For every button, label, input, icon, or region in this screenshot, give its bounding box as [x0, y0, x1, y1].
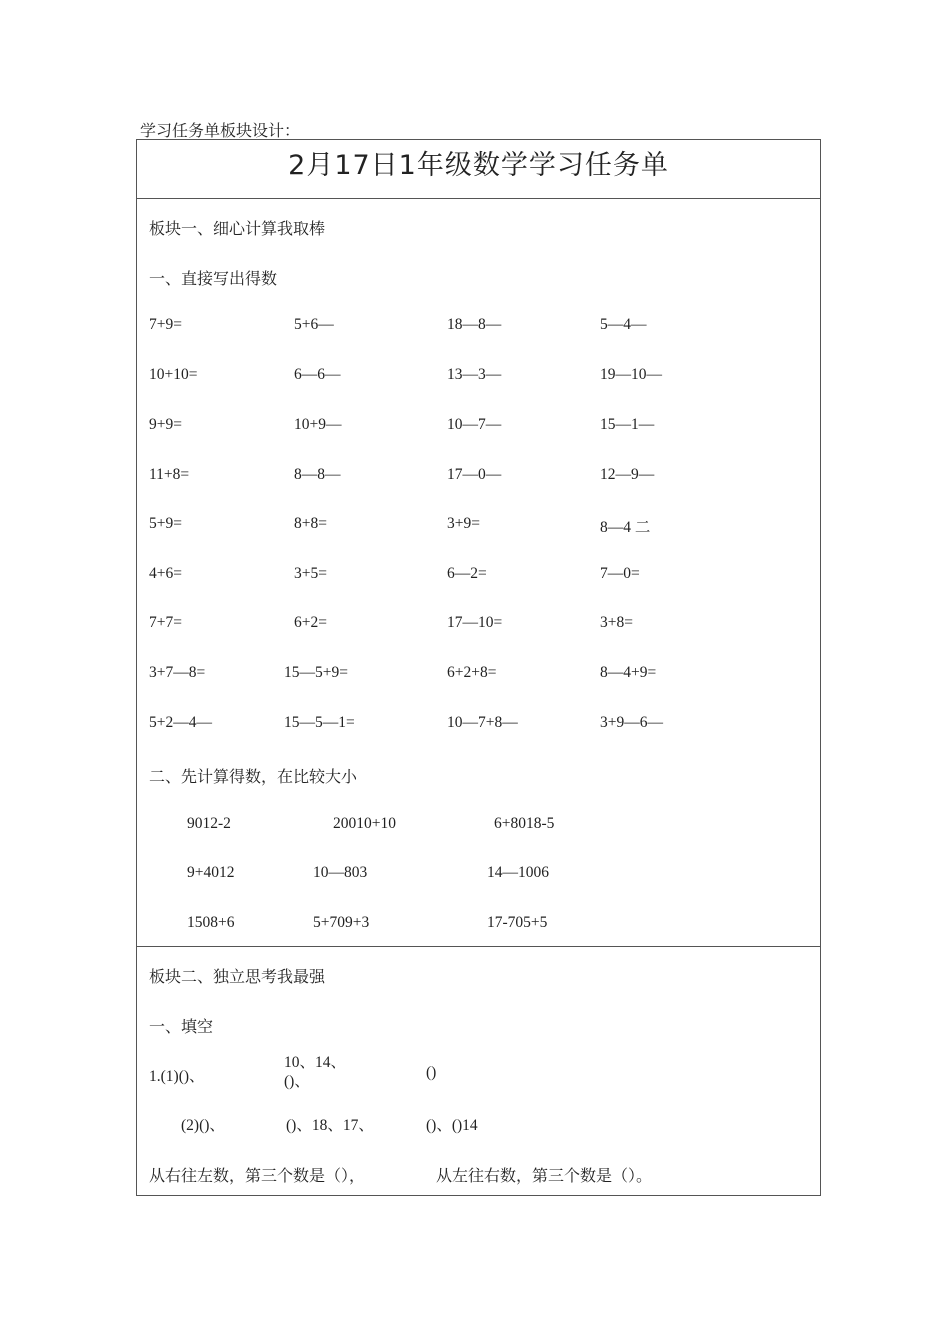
calc-cell: 3+5=	[294, 565, 327, 582]
calc-cell: 8—8—	[294, 466, 341, 483]
compare-cell: 20010+10	[333, 815, 396, 832]
calc-cell: 8—4 二	[600, 519, 651, 536]
calc-cell: 6—2=	[447, 565, 487, 582]
calc-cell: 12—9—	[600, 466, 655, 483]
calc-cell: 17—10=	[447, 614, 503, 631]
compare-cell: 14—1006	[487, 864, 549, 881]
calc-cell: 15—5—1=	[284, 714, 355, 731]
calc-cell: 5+6—	[294, 316, 334, 333]
calc-cell: 4+6=	[149, 565, 182, 582]
calc-cell: 5—4—	[600, 316, 647, 333]
calc-cell: 3+8=	[600, 614, 633, 631]
calc-cell: 7+7=	[149, 614, 182, 631]
calc-cell: 15—5+9=	[284, 664, 348, 681]
calc-cell: 10—7—	[447, 416, 502, 433]
calc-cell: 17—0—	[447, 466, 502, 483]
section1-heading: 板块一、细心计算我取棒	[149, 219, 326, 238]
calc-cell: 10—7+8—	[447, 714, 518, 731]
calc-cell: 10+10=	[149, 366, 198, 383]
calc-cell: 3+7—8=	[149, 664, 206, 681]
compare-cell: 10—803	[313, 864, 368, 881]
compare-cell: 17-705+5	[487, 914, 548, 931]
section2-part1-heading: 一、填空	[149, 1017, 214, 1036]
calc-cell: 18—8—	[447, 316, 502, 333]
calc-cell: 13—3—	[447, 366, 502, 383]
section1-part2-heading: 二、先计算得数，在比较大小	[149, 767, 358, 786]
section2-heading: 板块二、独立思考我最强	[149, 967, 326, 986]
calc-cell: 8+8=	[294, 515, 327, 532]
calc-cell: 9+9=	[149, 416, 182, 433]
title-divider	[136, 198, 821, 199]
fill-q1-start: 1.(1)()、	[149, 1068, 205, 1085]
fill-q2-start: (2)()、	[181, 1117, 225, 1134]
calc-cell: 7—0=	[600, 565, 640, 582]
calc-cell: 5+9=	[149, 515, 182, 532]
compare-cell: 6+8018-5	[494, 815, 555, 832]
count-question-right-to-left: 从右往左数，第三个数是（），	[149, 1166, 366, 1185]
fill-q2-end: ()、()14	[426, 1117, 478, 1134]
calc-cell: 6+2=	[294, 614, 327, 631]
fill-q1-end: ()	[426, 1064, 437, 1081]
calc-cell: 8—4+9=	[600, 664, 657, 681]
compare-cell: 5+709+3	[313, 914, 370, 931]
section-divider	[136, 946, 821, 947]
fill-q1-sequence-line1: 10、14、	[284, 1054, 347, 1071]
calc-cell: 3+9=	[447, 515, 480, 532]
fill-q1-sequence	[284, 1053, 346, 1091]
section1-part1-heading: 一、直接写出得数	[149, 269, 278, 288]
calc-cell: 6+2+8=	[447, 664, 497, 681]
calc-cell: 11+8=	[149, 466, 190, 483]
calc-cell: 3+9—6—	[600, 714, 663, 731]
count-question-left-to-right: 从左往右数，第三个数是（）。	[436, 1166, 653, 1185]
calc-cell: 19—10—	[600, 366, 662, 383]
calc-cell: 7+9=	[149, 316, 182, 333]
fill-q1-sequence-line2: ()、	[284, 1073, 310, 1090]
calc-cell: 10+9—	[294, 416, 342, 433]
compare-cell: 1508+6	[187, 914, 235, 931]
calc-cell: 5+2—4—	[149, 714, 212, 731]
compare-cell: 9+4012	[187, 864, 235, 881]
compare-cell: 9012-2	[187, 815, 231, 832]
fill-q2-sequence: ()、18、17、	[286, 1117, 374, 1134]
page-title: 2月17日1年级数学学习任务单	[288, 150, 669, 181]
document-caption: 学习任务单板块设计：	[140, 121, 301, 140]
calc-cell: 15—1—	[600, 416, 655, 433]
calc-cell: 6—6—	[294, 366, 341, 383]
